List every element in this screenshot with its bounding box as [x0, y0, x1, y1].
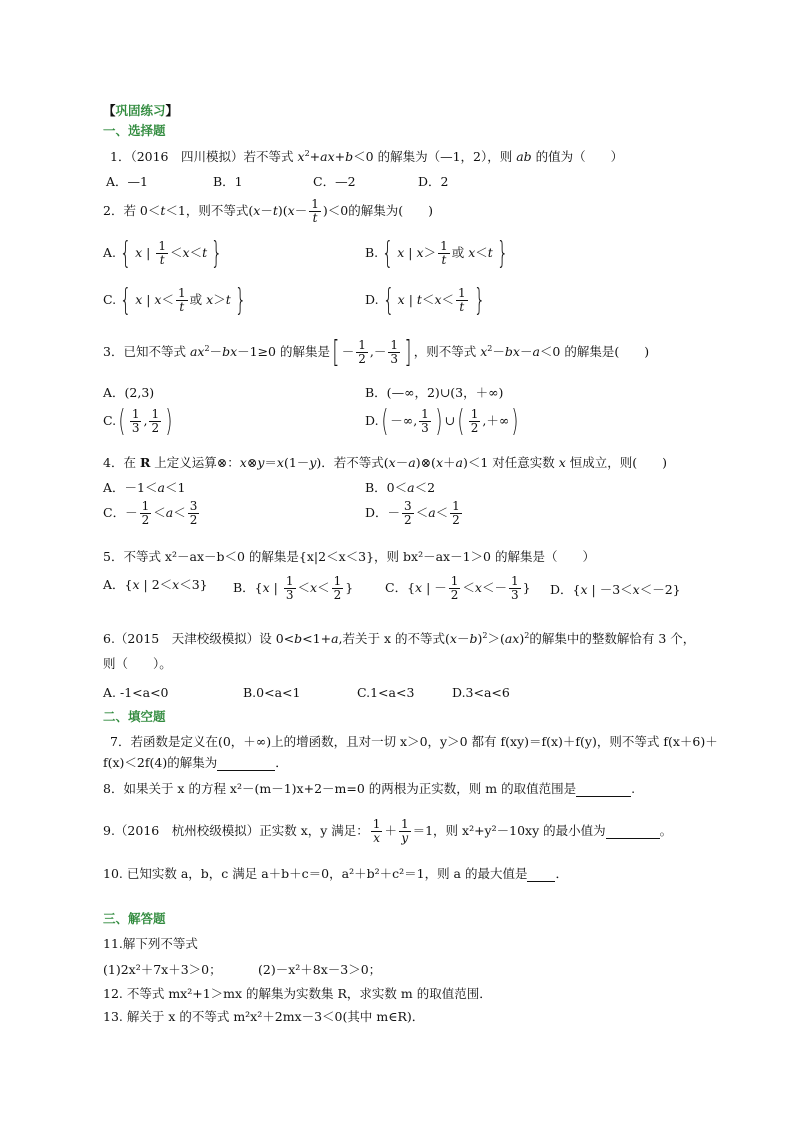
question-12: 12. 不等式 mx²+1＞mx 的解集为实数集 R，求实数 m 的取值范围．	[103, 986, 492, 1001]
q2-option-c: C. { x | x＜ $\frac{1}{t}$ 或 x＞t }	[103, 283, 247, 318]
question-6-cont: 则（ ）。	[103, 656, 172, 671]
question-5: 5．不等式 x²－ax－b＜0 的解集是{x|2＜x＜3}，则 bx²－ax－1＞0 的解集是（ ）	[103, 549, 595, 564]
q4-option-b: B．0＜a＜2	[365, 480, 436, 495]
question-1: 1．（2016 四川模拟）若不等式 $x^2+ax+b<0$ 的解集为（—1，2），则 ab 的值为（ ）	[110, 148, 624, 164]
question-4: 4．在 R 上定义运算⊗：x⊗y＝x(1－y)．若不等式(x－a)⊗(x＋a)＜1 对任意实数 x 恒成立，则( )	[103, 455, 668, 470]
question-11-part-2: (2)－x²＋8x－3＞0；	[258, 962, 382, 977]
question-11: 11.解下列不等式	[103, 936, 198, 951]
worksheet-heading: 【巩固练习】	[103, 103, 179, 118]
question-7: 7．若函数是定义在(0，＋∞)上的增函数，且对一切 x＞0，y＞0 都有 f(xy)＝f(x)＋f(y)，则不等式 f(x＋6)＋	[110, 734, 718, 749]
q4-option-a: A．－1＜a＜1	[103, 480, 186, 495]
q3-option-d: D.( －∞, $\frac{1}{3}$ ) ∪( $\frac{1}{2}$ ,＋∞)	[365, 404, 519, 439]
section-answer-title: 三、解答题	[103, 911, 166, 926]
q3-option-b: B．(—∞，2)∪(3，＋∞)	[365, 385, 504, 400]
q1-option-b: B．1	[213, 174, 243, 189]
q6-option-d: D.3<a<6	[452, 685, 510, 700]
question-3: 3．已知不等式 $ax^2-bx-1\ge 0$ 的解集是[ － $\frac{1}{2}$ ,－ $\frac{1}{3}$ ] ，则不等式 $x^2-bx-a<0$ 的解集是( )	[103, 335, 650, 370]
q1-option-a: A．—1	[106, 174, 148, 189]
question-13: 13. 解关于 x 的不等式 m²x²＋2mx－3＜0(其中 m∈R)．	[103, 1009, 425, 1024]
section-choice-title: 一、选择题	[103, 123, 166, 138]
q4-option-c: C．－ $\frac{1}{2}$ ＜a＜ $\frac{3}{2}$	[103, 499, 198, 528]
q3-option-c: C.( $\frac{1}{3}$ , $\frac{1}{2}$ )	[103, 404, 173, 439]
section-fill-title: 二、填空题	[103, 709, 166, 724]
question-11-part-1: (1)2x²＋7x＋3＞0；	[103, 962, 222, 977]
question-2: 2．若 0＜t＜1，则不等式(x－t)(x－ $\frac{1}{t}$ )＜0的解集为( )	[103, 197, 433, 226]
q6-option-c: C.1<a<3	[357, 685, 415, 700]
q2-option-a: A. { x | $\frac{1}{t}$ ＜x＜t }	[103, 236, 223, 271]
question-6: 6.（2015 天津校级模拟）设 0<b<1+a,若关于 x 的不等式$(x-b)^2>(ax)^2$的解集中的整数解恰有 3 个，	[103, 630, 696, 646]
q6-option-a: A. -1<a<0	[103, 685, 169, 700]
question-10: 10. 已知实数 a，b，c 满足 a＋b＋c＝0，a²＋b²＋c²＝1，则 a 的最大值是 ．	[103, 866, 568, 881]
q4-option-d: D．－ $\frac{3}{2}$ ＜a＜ $\frac{1}{2}$	[365, 499, 460, 528]
q3-option-a: A．(2,3)	[103, 385, 155, 400]
q1-option-c: C．—2	[313, 174, 356, 189]
q5-option-a: A．{x | 2＜x＜3}	[103, 577, 208, 592]
q5-option-b: B．{x | $\frac{1}{3}$ ＜x＜ $\frac{1}{2}$ }	[233, 574, 354, 603]
q2-option-d: D. { x | t＜x＜ $\frac{1}{t}$ }	[365, 283, 485, 318]
q5-option-c: C．{x | － $\frac{1}{2}$ ＜x＜－ $\frac{1}{3}$ }	[385, 574, 531, 603]
question-7-cont: f(x)＜2f(4)的解集为 ．	[103, 755, 288, 770]
question-9: 9.（2016 杭州校级模拟）正实数 x，y 满足： $\frac{1}{x}$ ＋ $\frac{1}{y}$ ＝1，则 x²+y²－10xy 的最小值为 。	[103, 817, 673, 846]
q2-option-b: B. { x | x＞ $\frac{1}{t}$ 或 x＜t }	[365, 236, 509, 271]
question-8: 8．如果关于 x 的方程 x²－(m－1)x+2－m=0 的两根为正实数，则 m 的取值范围是 .	[103, 781, 636, 796]
q6-option-b: B.0<a<1	[243, 685, 301, 700]
q5-option-d: D．{x | －3＜x＜－2}	[550, 582, 681, 597]
q1-option-d: D．2	[418, 174, 449, 189]
